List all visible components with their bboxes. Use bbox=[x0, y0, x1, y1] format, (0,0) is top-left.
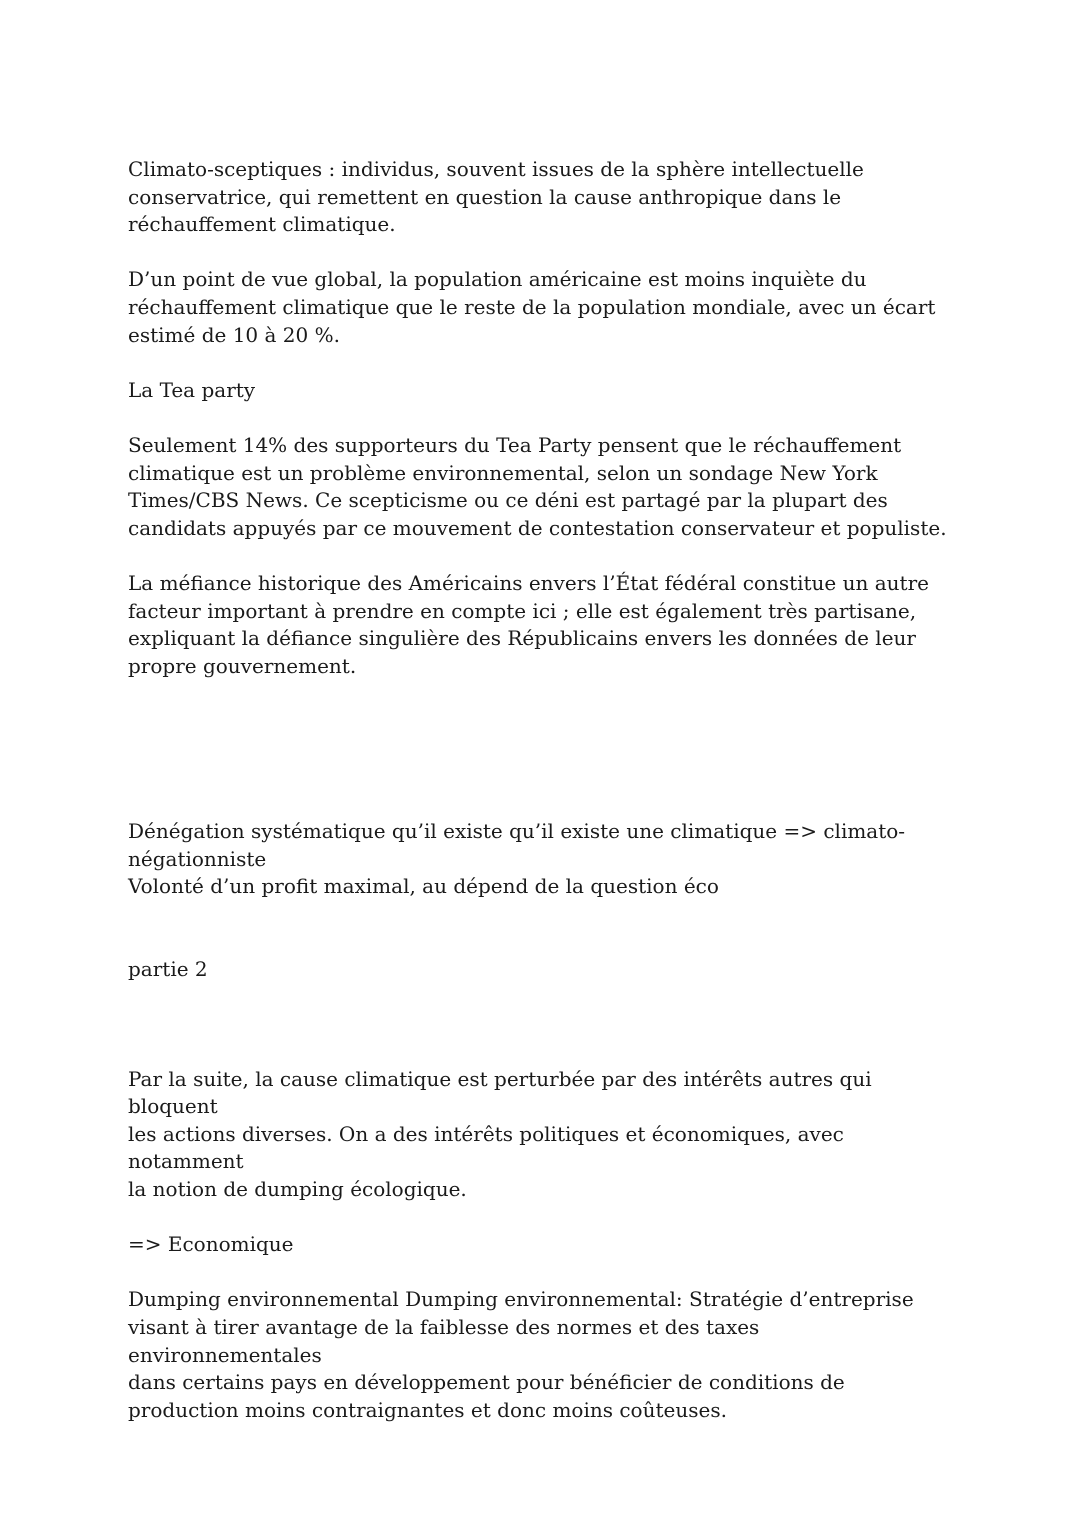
paragraph-tea-party-sondage: Seulement 14% des supporteurs du Tea Party pensent que le réchauffement climatique est un problème environnemental, selon un sondage New York Times/CBS News. Ce scepticisme ou ce déni est partagé par la plupart des candidats appuyés par ce mouvement de contestation conservateur et populiste. bbox=[128, 432, 947, 540]
paragraph-dumping-environnemental: Dumping environnemental Dumping environnemental: Stratégie d’entreprise visant à tirer avantage de la faiblesse des normes et des taxes environnementales dans certains pays en développement pour bénéficier de conditions de production moins contraignantes et donc moins coûteuses. bbox=[128, 1287, 914, 1422]
paragraph-climato-negationniste: Dénégation systématique qu’il existe qu’il existe une climatique => climato- négationniste Volonté d’un profit maximal, au dépend de la question éco bbox=[128, 819, 906, 899]
heading-partie-2: partie 2 bbox=[128, 957, 208, 982]
paragraph-interets-autres: Par la suite, la cause climatique est perturbée par des intérêts autres qui bloquent les actions diverses. On a des intérêts politiques et économiques, avec notamment la notion de dumping écologique. bbox=[128, 1066, 872, 1202]
paragraph-mefiance-etat-federal: La méfiance historique des Américains envers l’État fédéral constitue un autre facteur important à prendre en compte ici ; elle est également très partisane, expliquant la défiance singulière des Républicains envers les données de leur propre gouvernement. bbox=[128, 570, 929, 678]
paragraph-population-americaine: D’un point de vue global, la population américaine est moins inquiète du réchauffement climatique que le reste de la population mondiale, avec un écart estimé de 10 à 20 %. bbox=[128, 267, 936, 347]
heading-economique: => Economique bbox=[128, 1232, 294, 1257]
paragraph-climato-sceptiques-definition: Climato-sceptiques : individus, souvent issues de la sphère intellectuelle conservatrice, qui remettent en question la cause anthropique dans le réchauffement climatique. bbox=[128, 157, 864, 237]
document-page bbox=[128, 156, 958, 1424]
heading-tea-party: La Tea party bbox=[128, 377, 256, 402]
